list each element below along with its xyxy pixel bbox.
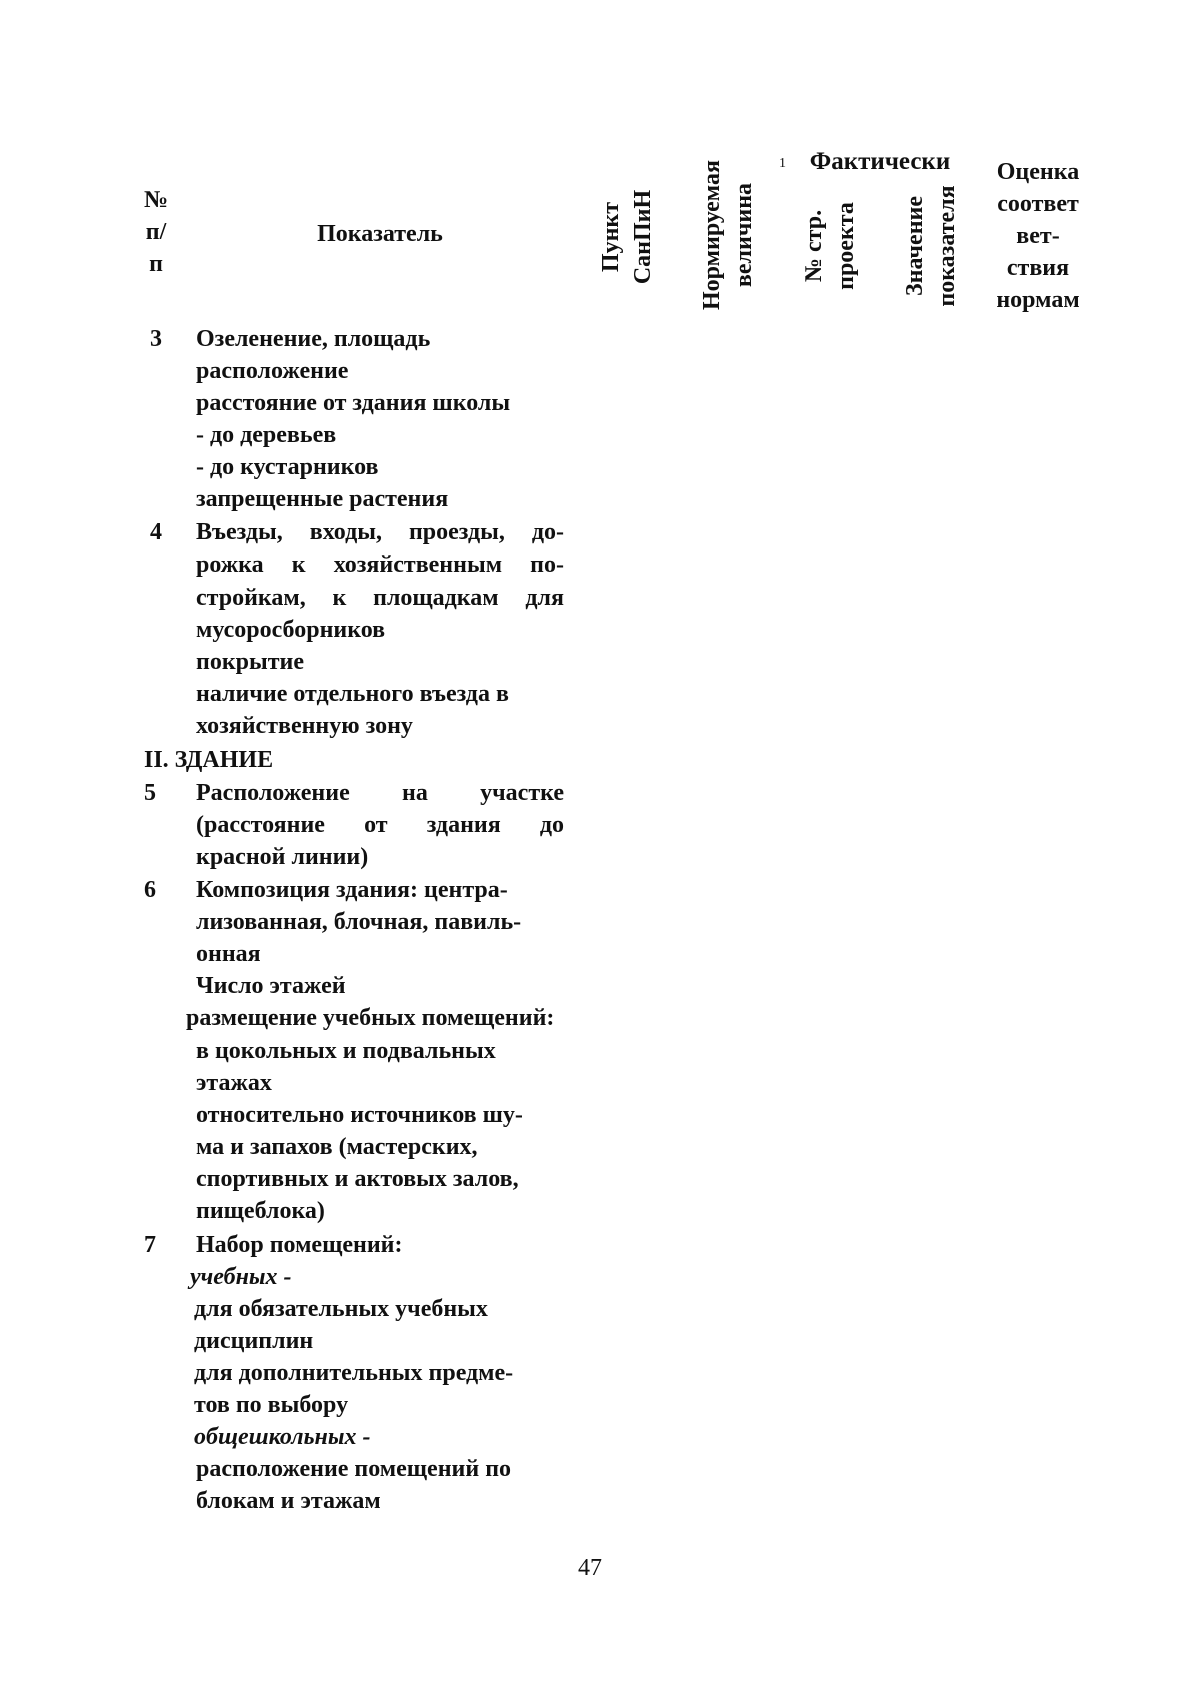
row-text-line: расстояние от здания школы (196, 390, 511, 416)
header-compliance-assessment (978, 156, 1098, 316)
row-text-line: для обязательных учебных (194, 1296, 488, 1322)
row-number: 5 (144, 780, 156, 806)
header-norm-line: величина (731, 182, 757, 288)
row-text-line: Набор помещений: (196, 1232, 403, 1258)
row-text-line: Число этажей (196, 973, 346, 999)
header-number-column (136, 184, 176, 280)
row-text-line: Озеленение, площадь (196, 326, 431, 352)
header-number-line: № (143, 187, 169, 213)
row-text-line: этажах (196, 1070, 272, 1096)
row-text-line: для дополнительных предме- (194, 1360, 514, 1386)
row-text-line: ма и запахов (мастерских, (196, 1134, 478, 1160)
row-text-line: (расстояние от здания до (196, 812, 564, 838)
header-project-page (798, 186, 862, 306)
row-text-line: запрещенные растения (196, 486, 449, 512)
header-indicator: Показатель (317, 221, 443, 247)
row-text-line: расположение (196, 358, 349, 384)
row-text-line: Композиция здания: центра- (196, 877, 508, 903)
row-number: 3 (150, 326, 162, 352)
row-text-line: учебных - (190, 1264, 292, 1290)
header-number-line: п/ (145, 219, 167, 245)
row-text-line: тов по выбору (194, 1392, 349, 1418)
row-text-line: покрытие (196, 649, 305, 675)
header-assess-line: нормам (996, 287, 1080, 313)
header-page-line: № стр. (801, 209, 827, 283)
row-text-line: рожка к хозяйственным по- (196, 552, 564, 578)
header-value-line: Значение (902, 195, 928, 297)
row-text-line: - до деревьев (196, 422, 337, 448)
row-text-line: хозяйственную зону (196, 713, 413, 739)
header-assess-line: соответ (997, 191, 1079, 217)
header-sanpin-clause (595, 177, 659, 297)
row-text-line: стройкам, к площадкам для (196, 585, 564, 611)
row-text-line: в цокольных и подвальных (196, 1038, 496, 1064)
header-norm-line: Нормируемая (699, 160, 725, 310)
row-text-line: красной линии) (196, 844, 369, 870)
header-assess-line: ствия (1006, 255, 1070, 281)
header-actual: Фактически (809, 148, 951, 175)
header-sanpin-line: Пункт (598, 201, 624, 273)
row-text-line: Въезды, входы, проезды, до- (196, 519, 564, 545)
page-number: 47 (578, 1555, 602, 1581)
header-sanpin-line: СанПиН (630, 189, 656, 285)
row-text-line: общешкольных - (194, 1424, 371, 1450)
row-text-line: дисциплин (194, 1328, 314, 1354)
header-indicator-value (899, 171, 963, 321)
header-assess-line: Оценка (996, 159, 1080, 185)
footnote-marker: 1 (779, 156, 786, 171)
header-number-line: п (149, 251, 163, 277)
row-text-line: наличие отдельного въезда в (196, 681, 509, 707)
row-text-line: размещение учебных помещений: (186, 1005, 555, 1031)
row-number: 6 (144, 877, 156, 903)
row-text-line: расположение помещений по (196, 1456, 512, 1482)
row-text-line: Расположение на участке (196, 780, 564, 806)
row-text-line: мусоросборников (196, 617, 386, 643)
row-text-line: блокам и этажам (196, 1488, 381, 1514)
header-assess-line: вет- (1016, 223, 1060, 249)
header-value-line: показателя (934, 185, 960, 307)
row-number: 7 (144, 1232, 156, 1258)
row-text-line: лизованная, блочная, павиль- (196, 909, 522, 935)
header-normative-value (696, 145, 760, 325)
row-text-line: - до кустарников (196, 454, 379, 480)
header-page-line: проекта (833, 202, 859, 290)
row-text-line: относительно источников шу- (196, 1102, 523, 1128)
row-number: 4 (150, 519, 162, 545)
row-text-line: спортивных и актовых залов, (196, 1166, 519, 1192)
row-text-line: онная (196, 941, 261, 967)
section-heading: II. ЗДАНИЕ (144, 747, 274, 773)
row-text-line: пищеблока) (196, 1198, 325, 1224)
